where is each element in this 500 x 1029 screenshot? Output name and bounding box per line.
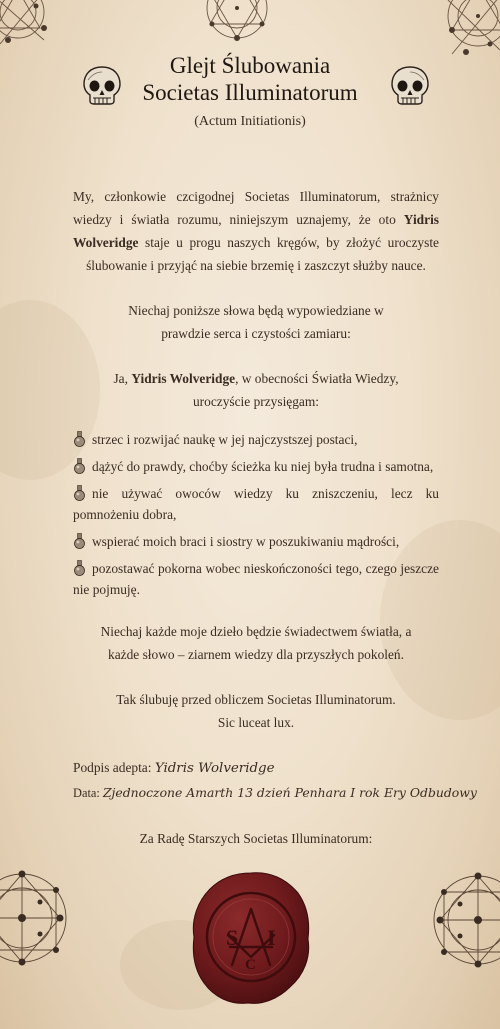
vow-text: strzec i rozwijać naukę w jej najczystszej postaci,	[92, 432, 358, 447]
adept-name: Yidris Wolveridge	[73, 212, 439, 250]
council-line: Za Radę Starszych Societas Illuminatorum:	[139, 831, 373, 846]
oath-paragraph	[73, 367, 439, 413]
pledge-line: Tak ślubuję przed obliczem Societas Illuminatorum.	[116, 692, 396, 707]
document-header	[0, 52, 500, 130]
alchemical-ornament-top-center	[204, 0, 270, 46]
vow-text: pozostawać pokorna wobec nieskończoności tego, czego jeszcze nie pojmuję.	[73, 561, 439, 597]
intro-paragraph	[73, 185, 439, 277]
motto-line: Sic luceat lux.	[217, 715, 295, 730]
vow-item	[73, 429, 439, 450]
document-title-line-1: Glejt Ślubowania	[169, 53, 331, 78]
flask-icon	[73, 431, 86, 447]
svg-text:C: C	[245, 957, 256, 973]
intro-text-end: staje u progu naszych kręgów, by złożyć uroczyste ślubowanie i przyjąć na siebie brzemię i zaszczyt służby nauce.	[86, 235, 439, 273]
vow-item	[73, 456, 439, 477]
flask-icon	[73, 560, 86, 576]
pledge-block	[73, 688, 439, 734]
vow-text: dążyć do prawdy, choćby ścieżka ku niej była trudna i samotna,	[92, 459, 434, 474]
oath-text-start: Ja,	[113, 371, 132, 386]
date-label: Data:	[73, 786, 100, 800]
document-body	[73, 185, 477, 850]
document-title-line-2: Societas Illuminatorum	[142, 80, 358, 105]
alchemical-ornament-bottom-right	[430, 850, 500, 990]
adept-name: Yidris Wolveridge	[131, 371, 236, 386]
signature-line	[73, 756, 439, 781]
intro-text-start: My, członkowie czcigodnej Societas Illuminatorum, strażnicy wiedzy i światła rozumu, niniejszym uznajemy, że oto	[73, 189, 439, 227]
vow-text: nie używać owoców wiedzy ku zniszczeniu, lecz ku pomnożeniu dobra,	[73, 486, 439, 522]
document-subtitle: (Actum Initiationis)	[194, 114, 306, 129]
date-line	[73, 781, 477, 805]
date-value: Zjednoczone Amarth 13 dzień Penhara I rok Ery Odbudowy	[102, 785, 477, 800]
closing-paragraph: Niechaj każde moje dzieło będzie świadectwem światła, a każde słowo – ziarnem wiedzy dla przyszłych pokoleń.	[100, 624, 412, 662]
wax-seal-icon	[190, 869, 312, 1007]
document-title	[0, 52, 500, 106]
vow-item	[73, 531, 439, 552]
seal-letters: S	[226, 925, 239, 950]
oath-text-end: , w obecności Światła Wiedzy, uroczyście przysięgam:	[192, 371, 399, 409]
instruction-paragraph: Niechaj poniższe słowa będą wypowiedziane w prawdzie serca i czystości zamiaru:	[128, 303, 384, 341]
flask-icon	[73, 533, 86, 549]
flask-icon	[73, 458, 86, 474]
vow-text: wspierać moich braci i siostry w poszukiwaniu mądrości,	[92, 534, 400, 549]
vow-list	[73, 429, 439, 600]
signature-label: Podpis adepta:	[73, 760, 152, 775]
vow-item	[73, 483, 439, 525]
vow-item	[73, 558, 439, 600]
alchemical-ornament-bottom-left	[0, 850, 70, 990]
flask-icon	[73, 485, 86, 501]
signature-value: Yidris Wolveridge	[154, 761, 275, 776]
alchemical-ornament-top-left	[0, 0, 68, 56]
svg-text:I: I	[267, 925, 276, 950]
